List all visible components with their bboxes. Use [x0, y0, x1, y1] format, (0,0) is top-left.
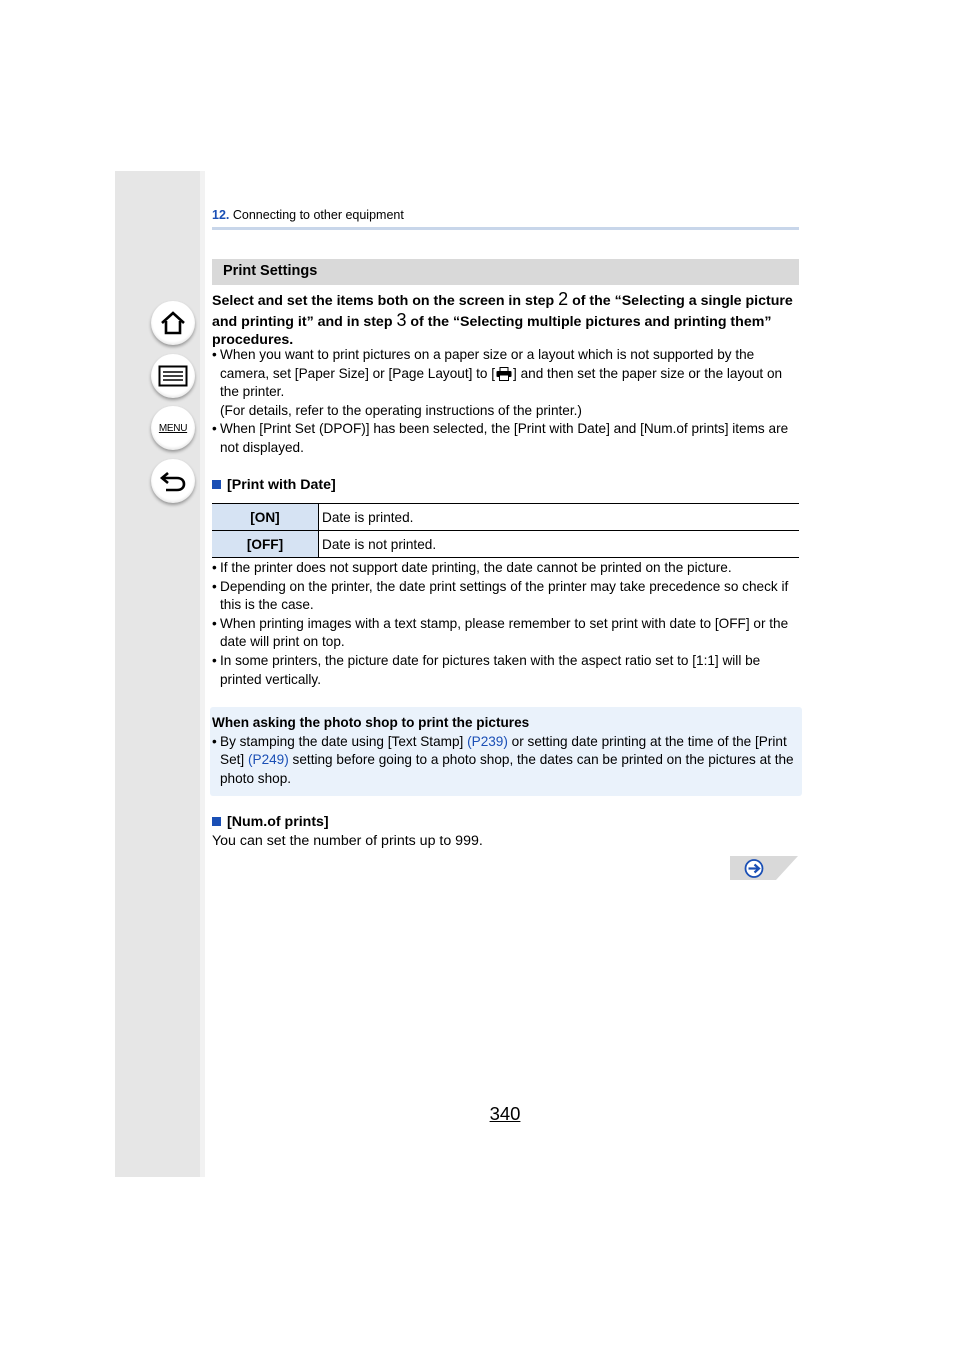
intro-step-2: 3 [396, 309, 407, 330]
list-icon [158, 365, 188, 387]
num-of-prints-text: You can set the number of prints up to 999. [212, 832, 483, 849]
chapter-title: Connecting to other equipment [232, 208, 404, 222]
option-desc: Date is printed. [319, 504, 800, 531]
num-of-prints-heading [212, 813, 799, 832]
menu-icon: MENU [158, 422, 188, 434]
contents-button[interactable] [151, 354, 195, 398]
home-button[interactable] [151, 301, 195, 345]
note-1-sub: (For details, refer to the operating instructions of the printer.) [220, 402, 582, 418]
sidebar-edge [200, 171, 205, 1177]
chapter-number: 12. [212, 208, 230, 222]
next-page-button[interactable] [730, 856, 798, 886]
print-with-date-title: [Print with Date] [227, 477, 336, 493]
home-icon [159, 310, 187, 336]
intro-text-1: Select and set the items both on the screen in step [212, 293, 559, 309]
num-of-prints-section [212, 813, 799, 850]
note-item: • When [Print Set (DPOF)] has been selected, the [Print with Date] and [Num.of prints] items are not displayed. [212, 420, 799, 457]
list-item: • In some printers, the picture date for pictures taken with the aspect ratio set to [1:1] will be printed vertically. [212, 652, 799, 689]
header-rule [212, 227, 799, 230]
photo-shop-note-text [212, 733, 799, 789]
option-desc: Date is not printed. [319, 531, 800, 558]
section-bar [212, 259, 799, 285]
intro-step-1: 2 [558, 289, 569, 309]
print-with-date-table [212, 503, 799, 558]
square-bullet-icon [212, 817, 221, 826]
notes [212, 346, 799, 458]
page-number: 340 [489, 1103, 521, 1124]
intro-paragraph [212, 290, 799, 350]
print-with-date-notes [212, 559, 799, 689]
list-item: • Depending on the printer, the date print settings of the printer may take precedence so check if this is the case. [212, 578, 799, 615]
note-1-part-2: ] and then set the paper size or the layout on the printer. [220, 365, 783, 400]
table-row [212, 531, 799, 558]
back-icon [159, 469, 187, 493]
page-link-p249[interactable]: (P249) [247, 752, 289, 768]
option-key: [ON] [212, 504, 319, 531]
back-button[interactable] [151, 459, 195, 503]
option-key: [OFF] [212, 531, 319, 558]
list-item: • If the printer does not support date printing, the date cannot be printed on the picture. [212, 559, 799, 578]
page-link-p239[interactable]: (P239) [467, 733, 508, 749]
intro-text-3: of the “Selecting multiple pictures and printing them” procedures. [212, 313, 772, 348]
intro-text-2: of the “Selecting a single picture and printing it” and in step [212, 293, 793, 330]
section-title: Print Settings [223, 263, 318, 279]
note-item [212, 346, 799, 420]
photo-shop-note [212, 714, 799, 788]
next-arrow-icon [730, 856, 798, 881]
note-text-2: or setting date printing at the time of the [Print Set] [220, 733, 787, 768]
photo-shop-note-title: When asking the photo shop to print the pictures [212, 715, 530, 730]
note-text-3: setting before going to a photo shop, the dates can be printed on the pictures at the photo shop. [220, 752, 794, 786]
printer-icon [496, 367, 512, 381]
list-item: • When printing images with a text stamp, please remember to set print with date to [OFF] or the date will print on top. [212, 615, 799, 652]
note-text-1: By stamping the date using [Text Stamp] [220, 733, 468, 749]
note-1-part-1: When you want to print pictures on a paper size or a layout which is not supported by the camera, set [Paper Size] or [Page Layout] to [ [220, 347, 755, 381]
chapter-header [212, 208, 799, 222]
square-bullet-icon [212, 480, 221, 489]
table-row [212, 504, 799, 531]
print-with-date-heading [212, 476, 799, 495]
num-of-prints-title: [Num.of prints] [227, 814, 329, 830]
menu-button[interactable] [151, 406, 195, 450]
